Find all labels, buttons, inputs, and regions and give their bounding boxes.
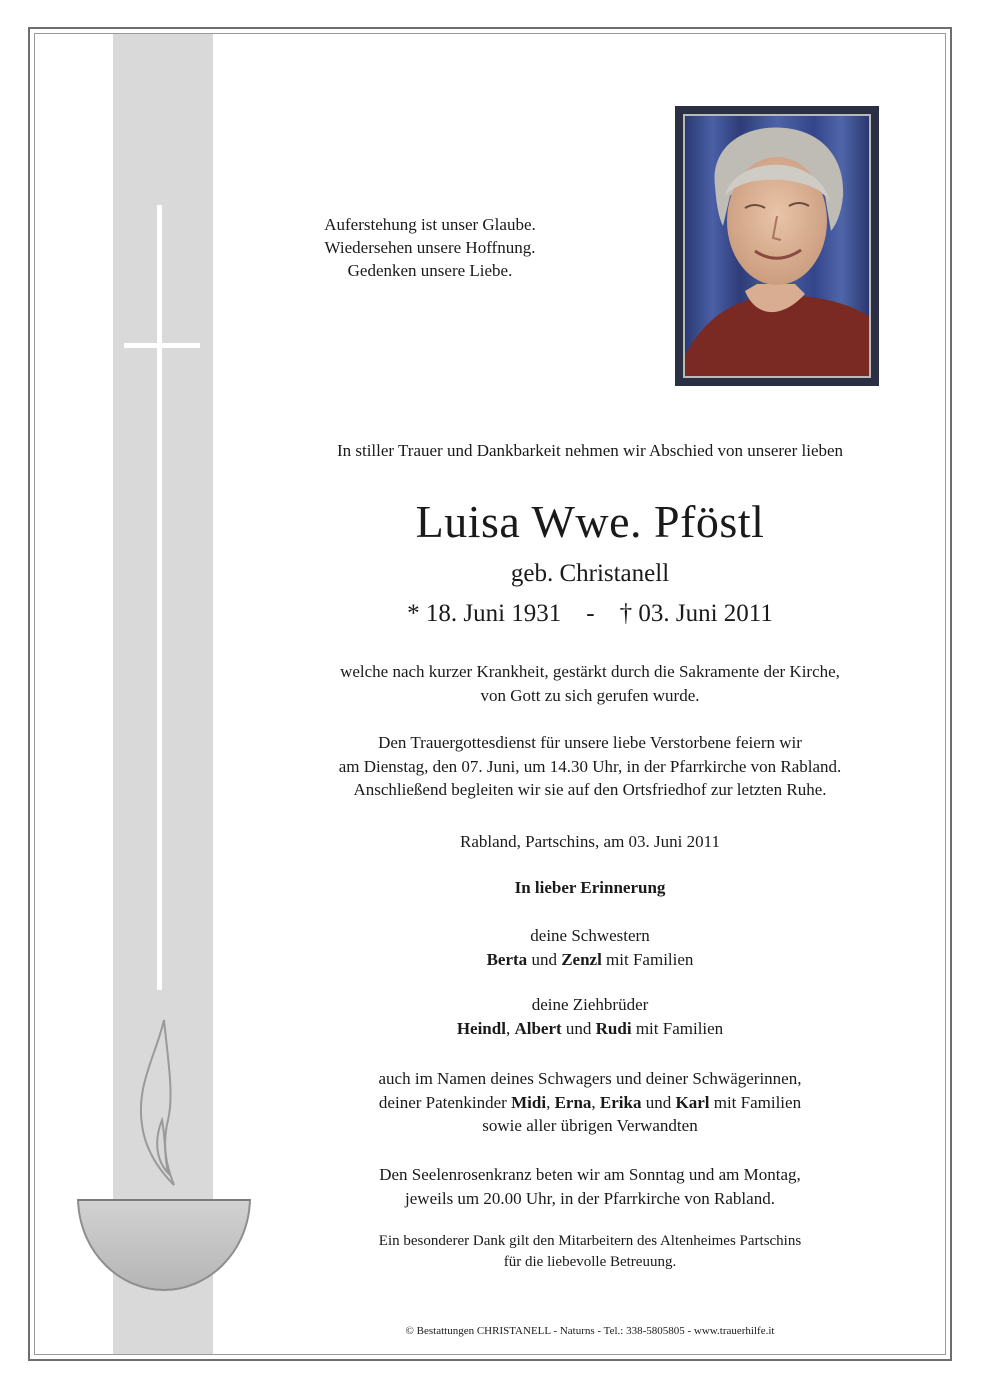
quote-line: Auferstehung ist unser Glaube. <box>324 215 536 234</box>
life-dates <box>200 600 980 628</box>
sisters-label: deine Schwestern <box>530 926 650 945</box>
brothers-label: deine Ziehbrüder <box>531 995 649 1014</box>
brother-name: Albert <box>514 1018 562 1038</box>
rosary-line: Den Seelenrosenkranz beten wir am Sonntag und am Montag, <box>379 1165 801 1184</box>
godchildren-label: deiner Patenkinder <box>378 1092 507 1112</box>
families-suffix: mit Familien <box>606 949 694 969</box>
comma: , <box>546 1092 551 1112</box>
cross-icon <box>157 205 162 990</box>
quote-line: Gedenken unsere Liebe. <box>347 261 513 280</box>
rosary-text <box>200 1163 980 1210</box>
conjunction: und <box>565 1018 592 1038</box>
conjunction: und <box>645 1092 672 1112</box>
families-suffix: mit Familien <box>713 1092 802 1112</box>
intro-text: In stiller Trauer und Dankbarkeit nehmen wir Abschied von unserer lieben <box>336 441 844 460</box>
sisters-names <box>200 948 980 972</box>
thanks-line: Ein besonderer Dank gilt den Mitarbeitern des Altenheimes Partschins <box>378 1233 802 1249</box>
date-separator: - <box>586 600 595 627</box>
place-date: Rabland, Partschins, am 03. Juni 2011 <box>459 832 720 851</box>
birth-date: * 18. Juni 1931 <box>407 600 562 627</box>
passing-text <box>200 660 980 707</box>
portrait-photo <box>685 116 869 376</box>
relatives-line: sowie aller übrigen Verwandten <box>482 1116 698 1135</box>
brother-name: Heindl <box>456 1018 506 1038</box>
families-suffix: mit Familien <box>635 1018 724 1038</box>
death-date: † 03. Juni 2011 <box>619 600 773 627</box>
godchild-name: Erna <box>554 1092 592 1112</box>
thanks-line: für die liebevolle Betreuung. <box>503 1254 677 1270</box>
sister-name: Berta <box>486 949 528 969</box>
brothers-block <box>200 993 980 1040</box>
conjunction: und <box>531 949 557 969</box>
relatives-block <box>200 1067 980 1138</box>
service-line: am Dienstag, den 07. Juni, um 14.30 Uhr, in der Pfarrkirche von Rabland. <box>338 756 842 776</box>
quote <box>280 213 580 282</box>
portrait-frame <box>675 106 879 386</box>
service-line: Den Trauergottesdienst für unsere liebe Verstorbene feiern wir <box>378 733 802 752</box>
thanks-text <box>200 1231 980 1273</box>
service-text <box>200 731 980 802</box>
footer-credit: © Bestattungen CHRISTANELL - Naturns - Tel.: 338-5805805 - www.trauerhilfe.it <box>405 1325 775 1337</box>
passing-line: welche nach kurzer Krankheit, gestärkt durch die Sakramente der Kirche, <box>340 662 840 681</box>
cross-bar <box>124 343 200 348</box>
godchild-name: Karl <box>675 1092 710 1112</box>
godchild-name: Erika <box>599 1092 642 1112</box>
comma: , <box>505 1018 511 1038</box>
deceased-name: Luisa Wwe. Pföstl <box>415 496 765 547</box>
relatives-line: auch im Namen deines Schwagers und deiner Schwägerinnen, <box>378 1069 802 1088</box>
flame-outer <box>141 1020 174 1185</box>
brothers-names <box>200 1017 980 1041</box>
sister-name: Zenzl <box>561 949 602 969</box>
rosary-line: jeweils um 20.00 Uhr, in der Pfarrkirche von Rabland. <box>405 1188 775 1208</box>
maiden-name: geb. Christanell <box>510 560 670 587</box>
service-line: Anschließend begleiten wir sie auf den Ortsfriedhof zur letzten Ruhe. <box>353 780 827 799</box>
brother-name: Rudi <box>595 1018 632 1038</box>
sisters-block <box>200 924 980 971</box>
godchild-name: Midi <box>511 1092 547 1112</box>
quote-line: Wiedersehen unsere Hoffnung. <box>324 238 536 257</box>
passing-line: von Gott zu sich gerufen wurde. <box>480 685 700 705</box>
godchildren-line <box>200 1091 980 1115</box>
comma: , <box>591 1092 596 1112</box>
memory-heading: In lieber Erinnerung <box>514 878 666 897</box>
